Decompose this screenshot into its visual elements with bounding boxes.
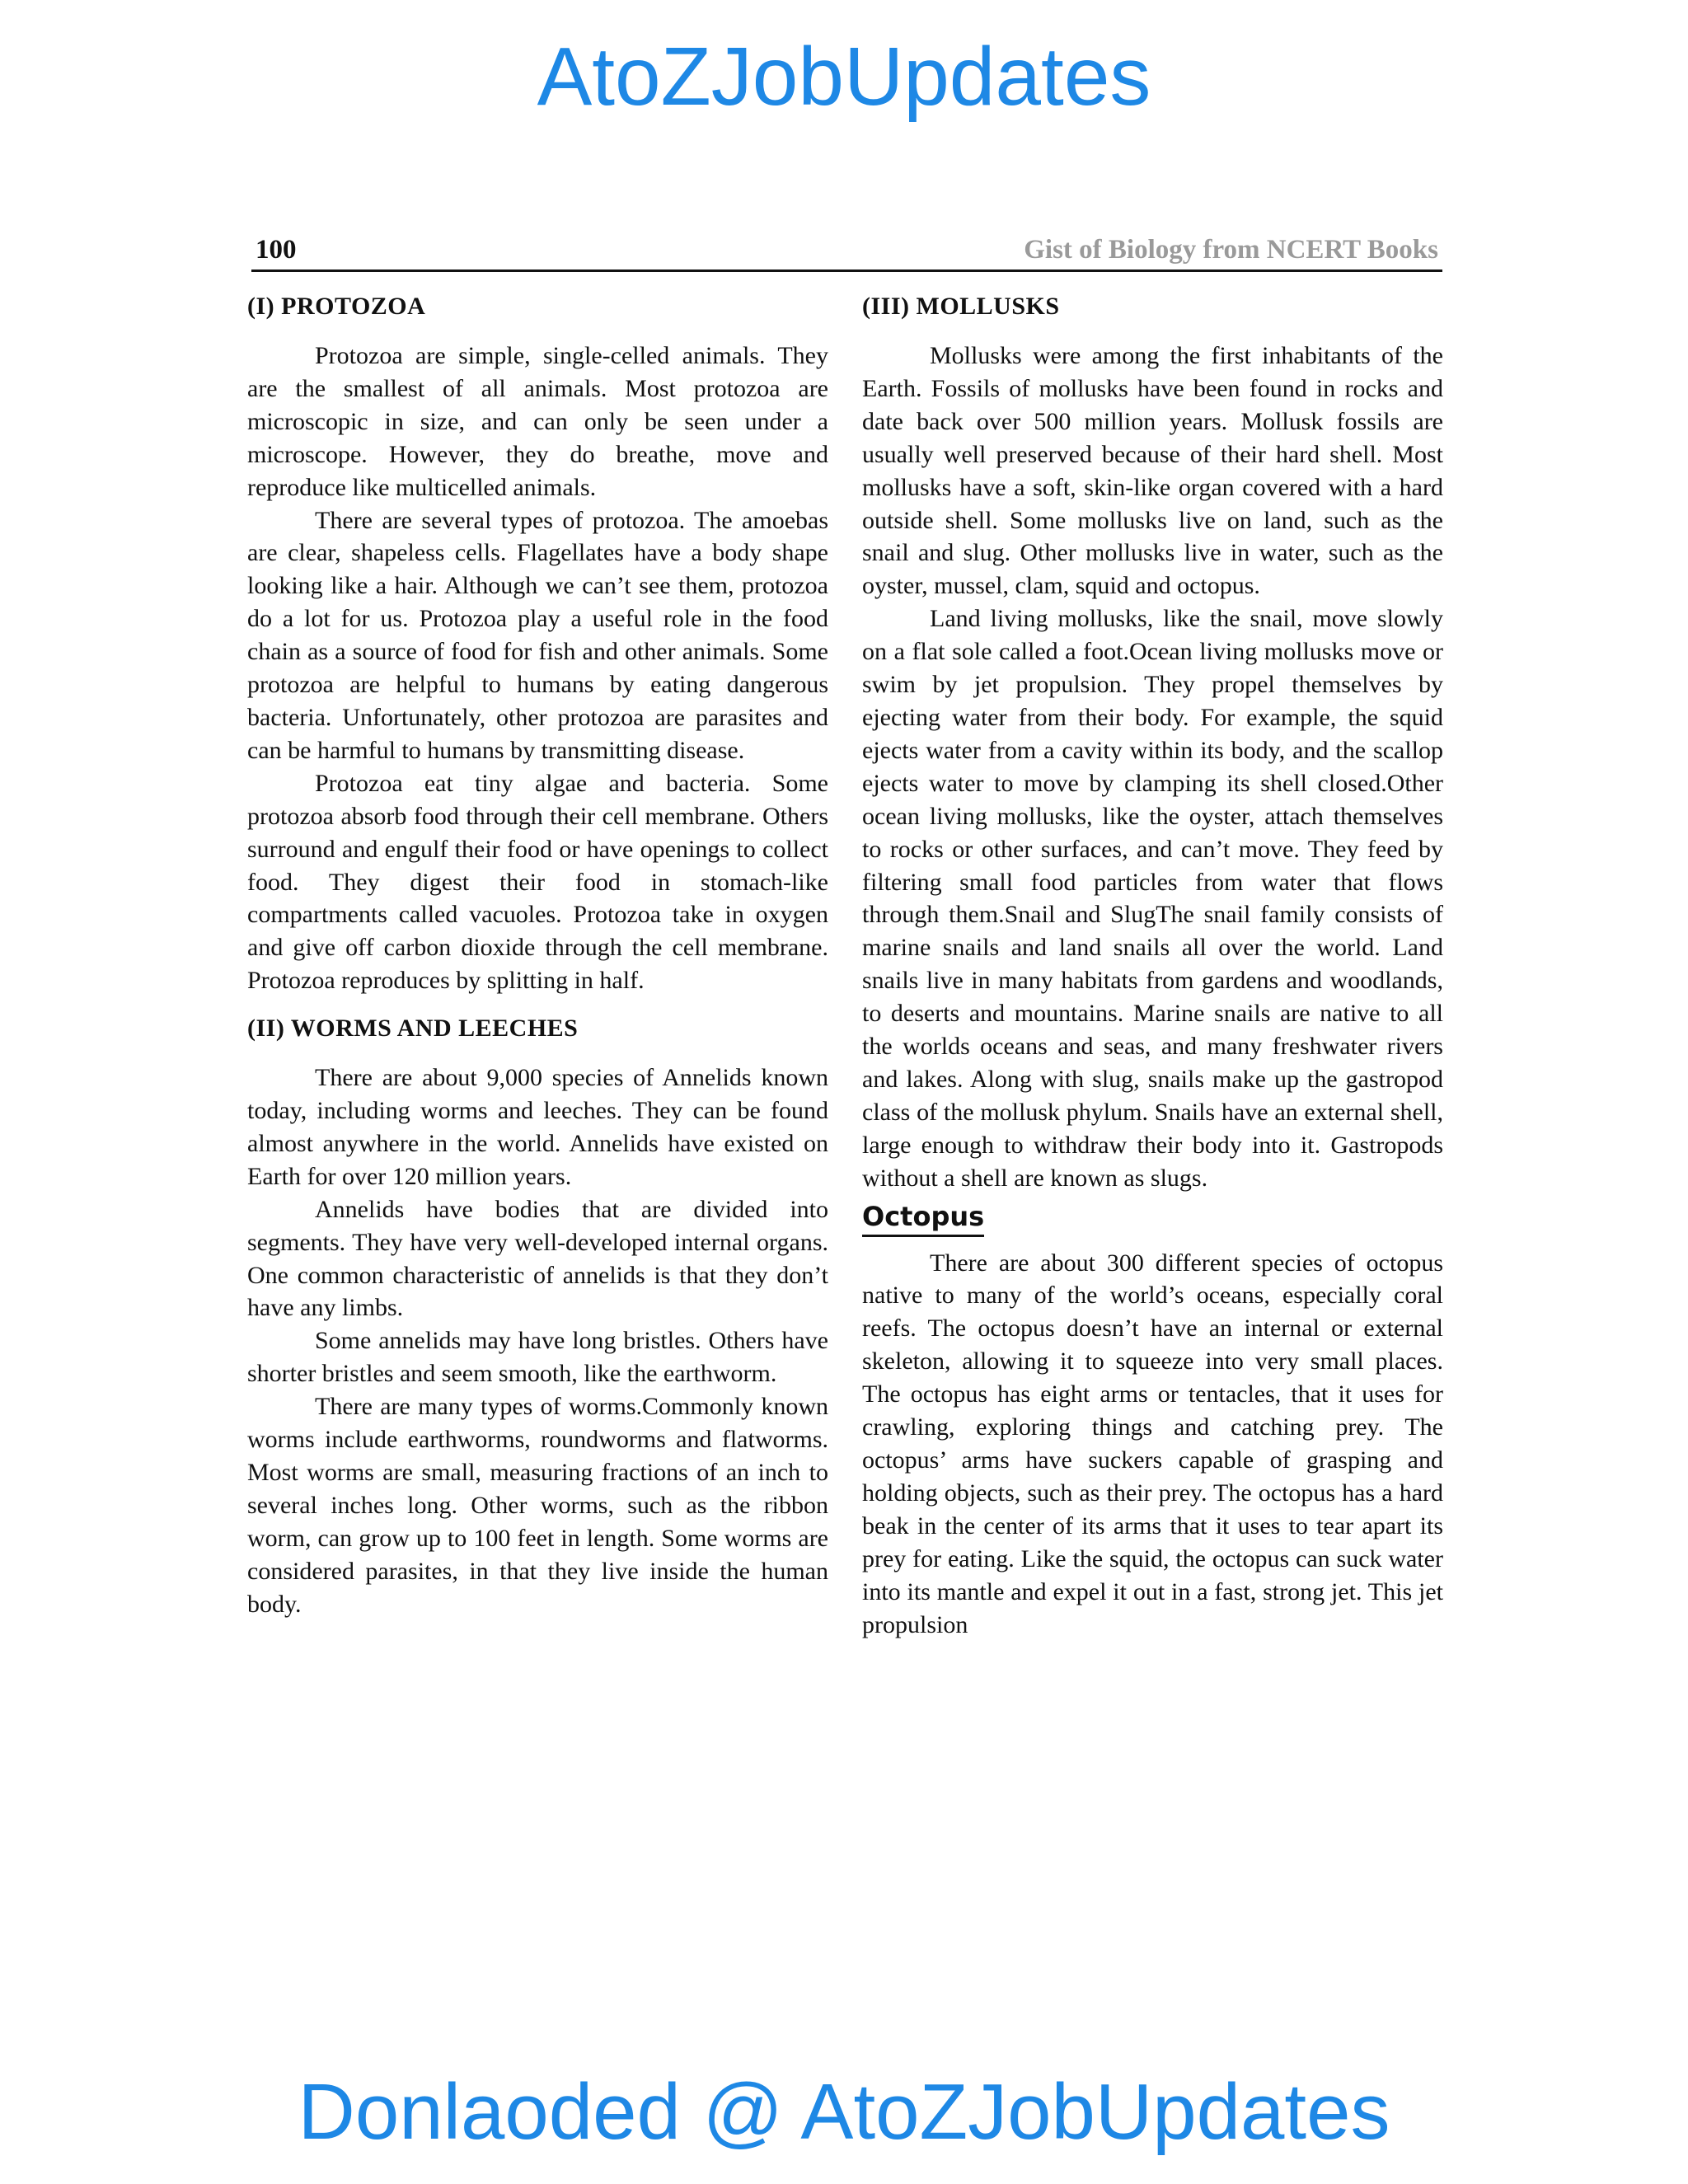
section-heading-mollusks: (III) MOLLUSKS	[862, 293, 1060, 320]
paragraph: There are several types of protozoa. The amoebas are clear, shapeless cells. Flagellates have a body shape looking like a hair. Although we can’t see them, protozoa do a lot for us. Protozoa play a useful role in the food chain as a source of food for fish and other animals. Some protozoa are helpful to humans by eating dangerous bacteria. Unfortunately, other protozoa are parasites and can be harmful to humans by transmitting disease.	[247, 506, 828, 764]
paragraph: Annelids have bodies that are divided into segments. They have very well-developed internal organs. One common characteristic of annelids is that they don’t have any limbs.	[247, 1195, 828, 1322]
section-heading-protozoa: (I) PROTOZOA	[247, 293, 426, 320]
section-heading-worms: (II) WORMS AND LEECHES	[247, 1015, 579, 1043]
book-title: Gist of Biology from NCERT Books	[1024, 235, 1438, 265]
paragraph: Protozoa are simple, single-celled animals. They are the smallest of all animals. Most protozoa are microscopic in size, and can only be seen under a microscope. However, they do breathe, move and reproduce like multicelled animals.	[247, 342, 828, 501]
paragraph: There are about 300 different species of octopus native to many of the world’s oceans, especially coral reefs. The octopus doesn’t have an internal or external skeleton, allowing it to squeeze into very small places. The octopus has eight arms or tentacles, that it uses for crawling, exploring things and catching prey. The octopus’ arms have suckers capable of grasping and holding objects, such as their prey. The octopus has a hard beak in the center of its arms that it uses to tear apart its prey for eating. Like the squid, the octopus can suck water into its mantle and expel it out in a fast, strong jet. This jet propulsion	[862, 1249, 1443, 1638]
paragraph: There are about 9,000 species of Annelids known today, including worms and leeches. They can be found almost anywhere in the world. Annelids have existed on Earth for over 120 million years.	[247, 1064, 828, 1190]
left-column	[247, 290, 828, 1621]
watermark-top: AtoZJobUpdates	[537, 30, 1151, 123]
running-header	[251, 233, 1442, 272]
watermark-bottom: Donlaoded @ AtoZJobUpdates	[298, 2068, 1390, 2156]
page-number: 100	[256, 235, 297, 265]
paragraph: Mollusks were among the first inhabitants of the Earth. Fossils of mollusks have been found in rocks and date back over 500 million years. Mollusk fossils are usually well preserved because of their hard shell. Most mollusks have a soft, skin-like organ covered with a hard outside shell. Some mollusks live on land, such as the snail and slug. Other mollusks live in water, such as the oyster, mussel, clam, squid and octopus.	[862, 342, 1443, 600]
paragraph: Land living mollusks, like the snail, move slowly on a flat sole called a foot.Ocean living mollusks move or swim by jet propulsion. They propel themselves by ejecting water from their body. For example, the squid ejects water from a cavity within its body, and the scallop ejects water to move by clamping its shell closed.Other ocean living mollusks, like the oyster, attach themselves to rocks or other surfaces, and can’t move. They feed by filtering small food particles from water that flows through them.Snail and SlugThe snail family consists of marine snails and land snails all over the world. Land snails live in many habitats from gardens and woodlands, to deserts and mountains. Marine snails are native to all the worlds oceans and seas, and many freshwater rivers and lakes. Along with slug, snails make up the gastropod class of the mollusk phylum. Snails have an external shell, large enough to withdraw their body into it. Gastropods without a shell are known as slugs.	[862, 605, 1443, 1192]
paragraph: There are many types of worms.Commonly known worms include earthworms, roundworms and flatworms. Most worms are small, measuring fractions of an inch to several inches long. Other worms, such as the ribbon worm, can grow up to 100 feet in length. Some worms are considered parasites, in that they live inside the human body.	[247, 1393, 828, 1618]
subheading-octopus: Octopus	[862, 1200, 984, 1237]
right-column	[862, 290, 1443, 1641]
paragraph: Protozoa eat tiny algae and bacteria. Some protozoa absorb food through their cell membrane. Others surround and engulf their food or have openings to collect food. They digest their food in stomach-like compartments called vacuoles. Protozoa take in oxygen and give off carbon dioxide through the cell membrane. Protozoa reproduces by splitting in half.	[247, 769, 828, 995]
paragraph: Some annelids may have long bristles. Others have shorter bristles and seem smooth, like the earthworm.	[247, 1327, 828, 1388]
